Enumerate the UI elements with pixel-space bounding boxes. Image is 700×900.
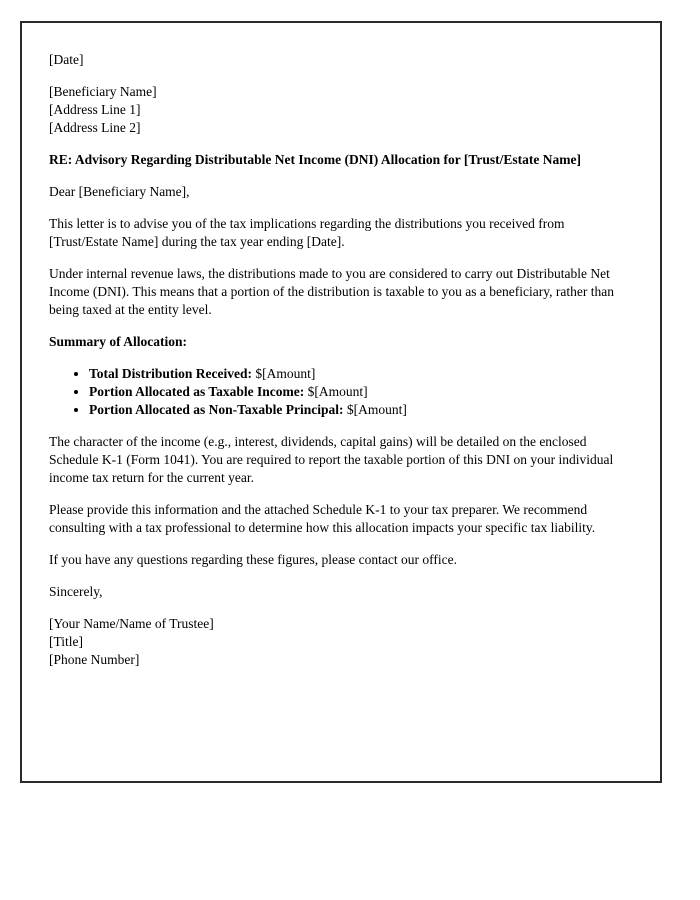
allocation-value: $[Amount] [255, 366, 316, 381]
subject-line: RE: Advisory Regarding Distributable Net Income (DNI) Allocation for [Trust/Estate Name] [49, 152, 581, 167]
recipient-address-line-2: [Address Line 2] [49, 120, 141, 135]
body-paragraph-tax-preparer: Please provide this information and the attached Schedule K-1 to your tax preparer. We recommend consulting with a tax professional to determine how this allocation impacts your specific tax liability. [49, 502, 596, 535]
closing: Sincerely, [49, 584, 103, 599]
body-paragraph-character-of-income: The character of the income (e.g., interest, dividends, capital gains) will be detailed on the enclosed Schedule K-1 (Form 1041). You are required to report the taxable portion of this DNI on your individual income tax return for the current year. [49, 434, 614, 485]
recipient-block [49, 83, 633, 137]
allocation-item-taxable-income [89, 383, 633, 401]
allocation-value: $[Amount] [307, 384, 368, 399]
allocation-item-non-taxable-principal [89, 401, 633, 419]
recipient-address-line-1: [Address Line 1] [49, 102, 141, 117]
allocation-label: Portion Allocated as Taxable Income: [89, 384, 305, 399]
salutation: Dear [Beneficiary Name], [49, 184, 190, 199]
allocation-label: Portion Allocated as Non-Taxable Principal: [89, 402, 344, 417]
signature-phone-line: [Phone Number] [49, 652, 140, 667]
signature-name-line: [Your Name/Name of Trustee] [49, 616, 214, 631]
body-paragraph-questions: If you have any questions regarding these figures, please contact our office. [49, 552, 457, 567]
letter-page [20, 21, 662, 783]
summary-heading: Summary of Allocation: [49, 334, 187, 349]
allocation-label: Total Distribution Received: [89, 366, 252, 381]
allocation-value: $[Amount] [346, 402, 407, 417]
recipient-name-line: [Beneficiary Name] [49, 84, 157, 99]
body-paragraph-intro: This letter is to advise you of the tax implications regarding the distributions you received from [Trust/Estate Name] during the tax year ending [Date]. [49, 216, 565, 249]
body-paragraph-dni-explanation: Under internal revenue laws, the distributions made to you are considered to carry out Distributable Net Income (DNI). This means that a portion of the distribution is taxable to you as a beneficiary, rather than being taxed at the entity level. [49, 266, 614, 317]
signature-block [49, 615, 633, 669]
signature-title-line: [Title] [49, 634, 84, 649]
date-line: [Date] [49, 52, 84, 67]
allocation-list [49, 365, 633, 419]
allocation-item-total-distribution [89, 365, 633, 383]
